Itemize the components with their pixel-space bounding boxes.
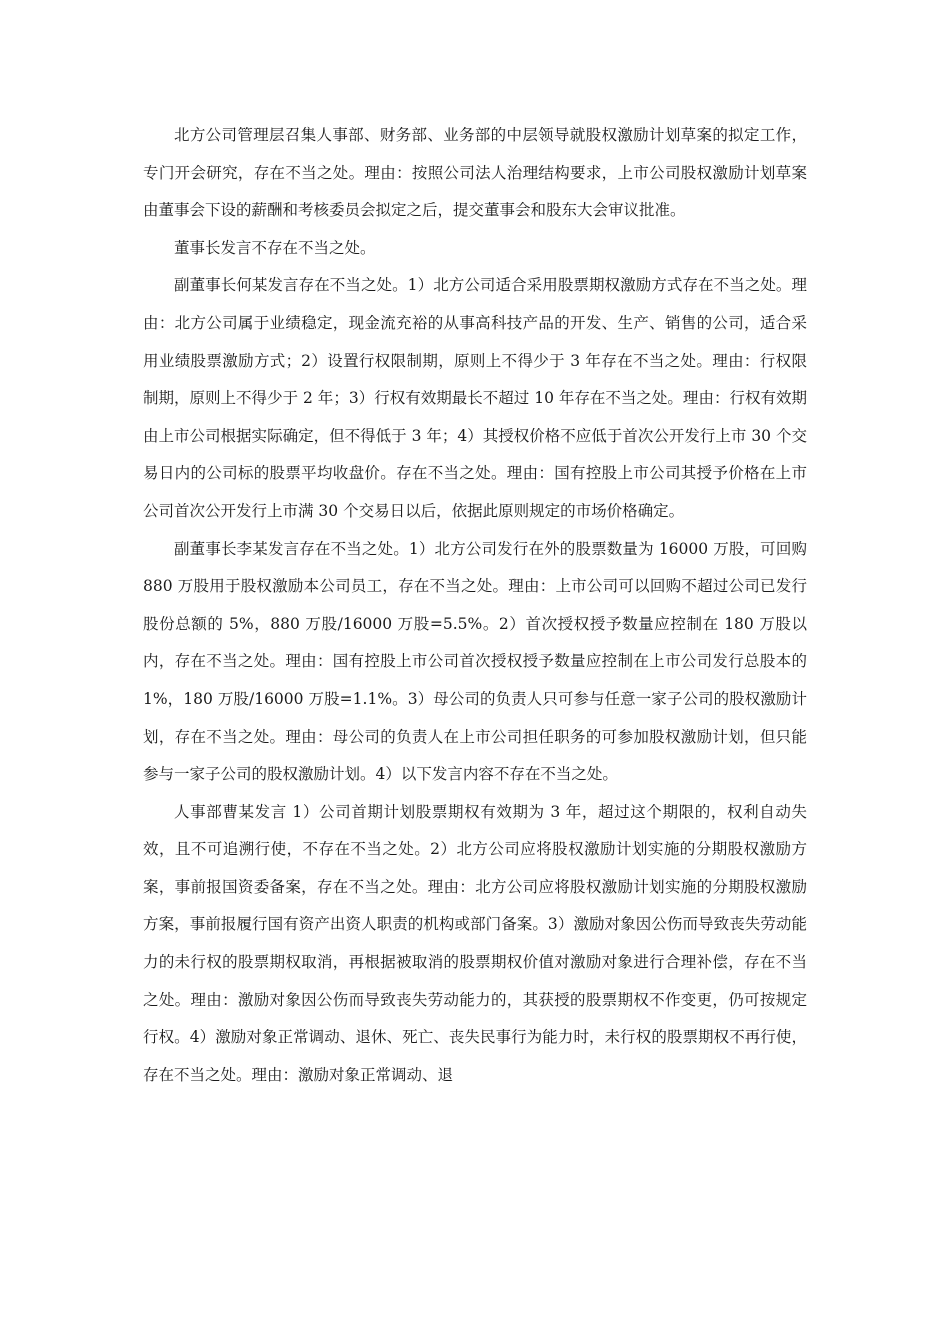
paragraph-chairman-speech: 董事长发言不存在不当之处。 — [174, 238, 376, 257]
paragraph-hr-cao: 人事部曹某发言 1）公司首期计划股票期权有效期为 3 年，超过这个期限的，权利自动失效，且不可追溯行使，不存在不当之处。2）北方公司应将股权激励计划实施的分期股权激励方案，事前报国资委备案，存在不当之处。理由：北方公司应将股权激励计划实施的分期股权激励方案，事前报履行国有资产出资人职责的机构或部门备案。3）激励对象因公伤而导致丧失劳动能力的未行权的股票期权取消，再根据被取消的股票期权价值对激励对象进行合理补偿，存在不当之处。理由：激励对象因公伤而导致丧失劳动能力的，其获授的股票期权不作变更，仍可按规定行权。4）激励对象正常调动、退休、死亡、丧失民事行为能力时，未行权的股票期权不再行使，存在不当之处。理由：激励对象正常调动、退 — [143, 802, 807, 1084]
paragraph-vice-chairman-he: 副董事长何某发言存在不当之处。1）北方公司适合采用股票期权激励方式存在不当之处。理由：北方公司属于业绩稳定，现金流充裕的从事高科技产品的开发、生产、销售的公司，适合采用业绩股票激励方式；2）设置行权限制期，原则上不得少于 3 年存在不当之处。理由：行权限制期，原则上不得少于 2 年；3）行权有效期最长不超过 10 年存在不当之处。理由：行权有效期由上市公司根据实际确定，但不得低于 3 年；4）其授权价格不应低于首次公开发行上市 30 个交易日内的公司标的股票平均收盘价。存在不当之处。理由：国有控股上市公司其授予价格在上市公司首次公开发行上市满 30 个交易日以后，依据此原则规定的市场价格确定。 — [143, 276, 807, 520]
paragraph-vice-chairman-li: 副董事长李某发言存在不当之处。1）北方公司发行在外的股票数量为 16000 万股，可回购 880 万股用于股权激励本公司员工，存在不当之处。理由：上市公司可以回购不超过公司已发行股份总额的 5%，880 万股/16000 万股=5.5%。2）首次授权授予数量应控制在 180 万股以内，存在不当之处。理由：国有控股上市公司首次授权授予数量应控制在上市公司发行总股本的 1%，180 万股/16000 万股=1.1%。3）母公司的负责人只可参与任意一家子公司的股权激励计划，存在不当之处。理由：母公司的负责人在上市公司担任职务的可参加股权激励计划，但只能参与一家子公司的股权激励计划。4）以下发言内容不存在不当之处。 — [143, 539, 807, 784]
paragraph-management-meeting: 北方公司管理层召集人事部、财务部、业务部的中层领导就股权激励计划草案的拟定工作，专门开会研究，存在不当之处。理由：按照公司法人治理结构要求，上市公司股权激励计划草案由董事会下设的薪酬和考核委员会拟定之后，提交董事会和股东大会审议批准。 — [143, 126, 807, 220]
document-body — [143, 117, 807, 1094]
